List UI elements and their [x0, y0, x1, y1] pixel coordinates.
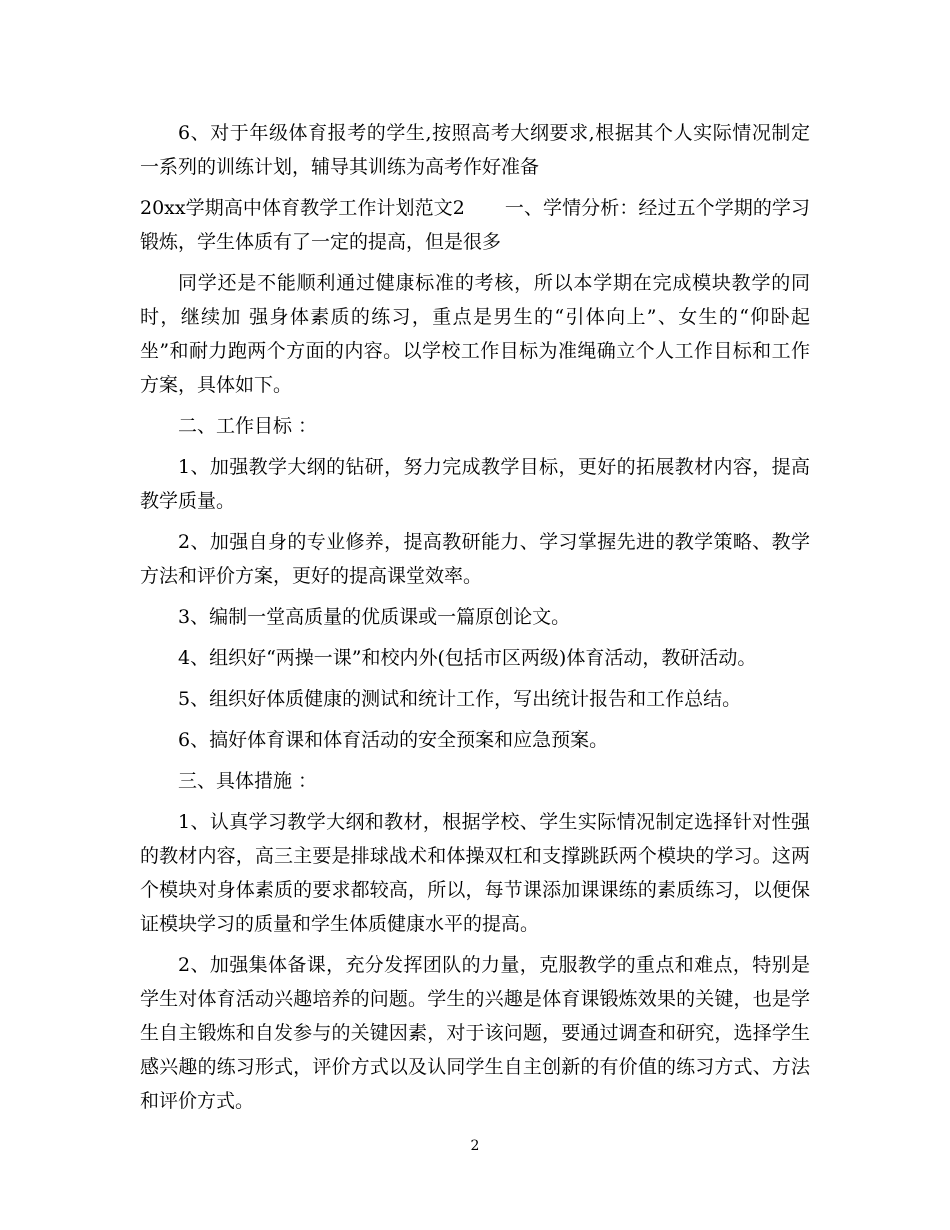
paragraph-situation-continued: 同学还是不能顺利通过健康标准的考核，所以本学期在完成模块教学的同时，继续加 强身体素质的练习，重点是男生的“引体向上”、女生的“仰卧起坐”和耐力跑两个方面的内容。以学校工作目标为准绳确立个人工作目标和工作方案，具体如下。 — [140, 272, 810, 396]
goal-item-3: 3、编制一堂高质量的优质课或一篇原创论文。 — [178, 606, 571, 628]
goal-item-2: 2、加强自身的专业修养，提高教研能力、学习掌握先进的教学策略、教学方法和评价方案，更好的提高课堂效率。 — [140, 531, 810, 587]
goal-item-6: 6、搞好体育课和体育活动的安全预案和应急预案。 — [178, 729, 609, 751]
section-heading-line — [140, 191, 810, 259]
goal-item-1: 1、加强教学大纲的钻研，努力完成教学目标，更好的拓展教材内容，提高教学质量。 — [140, 456, 810, 512]
section-intro: 一、学情分析：经过五个学期的学习锻炼，学生体质有了一定的提高，但是很多 — [140, 197, 810, 253]
measure-item-2: 2、加强集体备课，充分发挥团队的力量，克服教学的重点和难点，特别是学生对体育活动兴趣培养的问题。学生的兴趣是体育课锻炼效果的关键，也是学生自主锻炼和自发参与的关键因素，对于该问题，要通过调查和研究，选择学生感兴趣的练习形式，评价方式以及认同学生自主创新的有价值的练习方式、方法和评价方式。 — [140, 954, 810, 1112]
paragraph-item-6-exam-training: 6、对于年级体育报考的学生,按照高考大纲要求,根据其个人实际情况制定一系列的训练计划，辅导其训练为高考作好准备 — [140, 122, 810, 178]
heading-work-goals: 二、工作目标 ： — [178, 415, 318, 437]
measure-item-1: 1、认真学习教学大纲和教材，根据学校、学生实际情况制定选择针对性强的教材内容，高三主要是排球战术和体操双杠和支撑跳跃两个模块的学习。这两个模块对身体素质的要求都较高，所以，每节课添加课课练的素质练习，以便保证模块学习的质量和学生体质健康水平的提高。 — [140, 811, 810, 935]
document-body — [140, 116, 810, 1125]
heading-measures: 三、具体措施 ： — [178, 770, 318, 792]
page-number: 2 — [470, 1138, 480, 1154]
goal-item-4: 4、组织好“两操一课”和校内外(包括市区两级)体育活动，教研活动。 — [178, 647, 757, 669]
goal-item-5: 5、组织好体质健康的测试和统计工作，写出统计报告和工作总结。 — [178, 688, 742, 710]
section-title: 20xx学期高中体育教学工作计划范文2 — [140, 197, 465, 219]
